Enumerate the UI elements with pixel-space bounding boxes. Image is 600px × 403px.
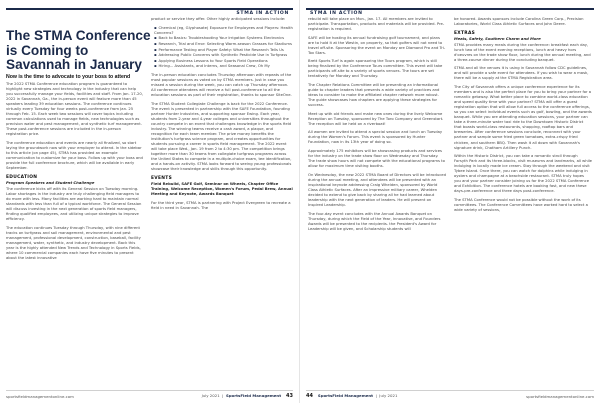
top-rule	[6, 8, 293, 10]
list-item: ▪ Performance Testing and Player Safety: What the Research Tells Us	[154, 48, 293, 53]
list-item: ▪ Back to Basics: Troubleshooting Your Irrigation Systems Electronics	[154, 36, 293, 41]
paragraph: The in-person education concludes Thursday afternoon with repeats of the most popular sessions as voted on by STMA members. Just in case you missed a session during the week, you can catch up Thursday afternoon. All conference attendees will receive a full post-conference to all the education sessions as part of their registration, thanks to sponsor SiteOne.	[151, 72, 292, 98]
column-1	[6, 82, 143, 265]
list-item: ▪ Hiring... Assistants, and Interns, and Seasonal Crew, Oh My	[154, 64, 293, 69]
paragraph: The education continues Tuesday through Thursday, with nine different tracks on turfgrass and soil management, environmental and pest management, professional development, construction, baseball, facility management, water, synthetic, and industry development. Back this year is the highly attended New Trends and Technology in Sports Fields, where 10 commercial companies each have five minutes to present about the latest innovative	[6, 225, 141, 260]
paragraph: Meet up with old friends and make new ones during the lively Welcome Reception on Tuesday, sponsored by The Toro Company and Greenstart. The reception will be held on a riverboat!	[308, 111, 444, 126]
paragraph: product or service they offer. Other highly anticipated sessions include:	[151, 17, 286, 21]
paragraph: SAFE will be hosting its annual fundraising golf tournament, and plans are to hold it at the Westin, on property, so that golfers will not need to travel off-site. Sponsoring the event on Monday are Diamond Pro and Tri-Tox Stars.	[308, 35, 446, 55]
top-rule	[306, 8, 594, 10]
paragraph: The City of Savannah offers a unique conference experience for its members and is also the perfect place for you to bring your partner for a romantic getaway. What better place to combine world-class education and speed quality time with your partner? STMA will offer a guest registration option that will allow full access to the conference offerings, so you can select individual events such as golf, bowling, and the awards banquet. While you are attending education sessions, your partner can take a three-minute water taxi ride to the Downtown Historic District that boasts world-class restaurants, shopping, rooftop bars and breweries. After conference sessions conclude, reconnect with your partner and sample some fried green tomatoes, extra-crispy fried chicken, and southern BBQ. Then wash it all down with Savannah's signature drink, Chatham Artillery Punch.	[454, 85, 592, 150]
paragraph: On Wednesday, the new 2022 STMA Board of Directors will be introduced during the annual meeting, and attendees will be presented with an inspirational keynote addressing Craig Whelden, sponsored by World Class Athletic Surfaces. After an impressive military career, Whelden decided to extend to give back by sharing all he had learned about leadership with the next generation of leaders. He will present on Inspired Leadership.	[308, 172, 446, 207]
column-3	[308, 17, 446, 235]
footer-publication: SportsField Management	[225, 393, 282, 398]
paragraph: The four-day event concludes with the Annual Awards Banquet on Thursday, during which the Field of the Year, Innovative, and Founders Awards will be presented to the recipients. the President's Award for Leadership will be given, and Scholarship students will	[308, 211, 441, 231]
paragraph: For the third year, STMA is partnering with Project Evergreen to recreate a field in need in Savannah. The	[151, 200, 291, 210]
paragraph: The STMA Student Collegiate Challenge is back for the 2022 Conference. The event is presented in partnership with the SAFE Foundation, founding partner Hunter Industries, and supporting sponsor Ewing. Each year, students from 2-year and 4-year colleges and universities throughout the country compete in an event that challenges knowledge in the sports field industry. The winning teams receive a cash award, a plaque, and recognition for each team member. The prize money benefits the institution's turfgrass science program, and creates opportunities for students pursuing a career in sports field management. The 2022 event will take place Wed., Jan. 19 from 2 to 4:30 pm. The competition brings together more than 30 teams from collegiate turfgrass programs across the United States to compete in a multiple-choice exam, tee identification, and a hands-on activity. STMA looks forward to seeing young professionals showcase their knowledge and skills through this opportunity.	[151, 101, 292, 172]
section-heading-events: EVENTS	[151, 175, 173, 181]
footer-date: July 2021	[201, 393, 220, 398]
section-heading-education: EDUCATION	[6, 174, 38, 180]
paragraph: be honored. Awards sponsors include Carolina Green Corp., Precision Laboratories, World Class Athletic Surfaces and John Deere.	[454, 17, 584, 27]
column-4	[454, 17, 592, 217]
subheading-extras: Meals, Safety, Southern Charm and More	[454, 36, 541, 41]
footer-date: July 2021	[379, 393, 398, 398]
article-subhead: Now is the time to advocate to your boss to attend	[6, 74, 131, 80]
page-number: 43	[286, 393, 293, 399]
session-list	[154, 26, 293, 70]
paragraph: The Chapter Relations Committee will be presenting an informational guide to chapter leaders that presents a wide variety of practices and ideas to consider to make the affiliated chapter network more robust. The guide showcases how chapters are applying these strategies for success.	[308, 83, 440, 108]
paragraph: The conference education and events are nearly all finalized, so start laying the groundwork now with your employer to attend. In the sidebar to this article (on page 45), STMA has provided an example communication to customize for your boss. Follow up with your boss and provide the full conference brochure, which will be available in early September.	[6, 141, 143, 171]
page-number: 44	[306, 393, 313, 399]
paragraph: The 2022 STMA Conference education program is guaranteed to highlight new strategies and technology in the industry that can help you successfully manage your fields, facilities and staff. From Jan. 17-20, 2022 in Savannah, Ga., the in-person event will feature more than 45 speakers leading 39 education sessions. The conference continues virtually every Tuesday for four weeks post-conference from Jan. 25 through Feb. 15. Each week two sessions will cover topics including common calculations used to manage fields, new technologies such as precision water and pest management, and synthetic turf management. These post-conference sessions are included in the in-person registration price.	[6, 82, 143, 137]
right-page	[300, 0, 600, 403]
page-footer: sportsfieldmanagementonline.com July 2021 | SportsField Management 43	[6, 390, 293, 399]
list-item: ▪ Addressing Public Concerns with Synthetic Pesticide Use in Turfgrass	[154, 53, 293, 58]
section-tag: STMA IN ACTION	[310, 11, 363, 16]
events-list: Field Rebuild, SAFE Golf, Seminar on Wheels, Chapter Office Training, Welcome Reception, Women's Forum, Pedal Brew, Annual Meeting and Keynote, Awards Banquet	[151, 181, 293, 197]
section-tag: STMA IN ACTION	[236, 11, 289, 16]
list-item: ▪ Chemical (eg, Glyphosate) Exposure for Employees and Players: Health Concerns?	[154, 26, 293, 36]
footer-url[interactable]: sportsfieldmanagementonline.com	[6, 393, 74, 399]
list-item: ▪ Applying Business Lessons to Your Sports Field Operations	[154, 59, 293, 64]
section-heading-extras: EXTRAS	[454, 30, 476, 36]
subheading-program: Program Speakers and Student Challenge	[6, 180, 95, 185]
paragraph: Brett Sports Turf is again sponsoring the Tours program, which is still being finalized by the Conference Tours committee. This event will take participants off-site to a variety of sports venues. The tours are set tentatively for Monday and Thursday.	[308, 59, 443, 79]
paragraph: All women are invited to attend a special session and lunch on Tuesday during the Women's Forum. This event is sponsored by Hunter Foundation, now in its 13th year of doing so.	[308, 130, 443, 145]
page-footer: 44 SportsField Management | July 2021 sportsfieldmanagementonline.com	[306, 390, 594, 399]
list-item: ▪ Research, Trial and Error: Selecting Warm-season Grasses for Stadiums	[154, 42, 293, 47]
paragraph: The STMA Conference would not be possible without the work of its committees. The Conference Committees have worked hard to select a wide variety of sessions,	[454, 198, 588, 213]
footer-publication: SportsField Management	[317, 393, 374, 398]
paragraph: STMA provides many meals during the conference: breakfast each day, lunch two of the event evening receptions, lunch and heavy hors d'oeuvres on the trade show floor, lunch during the annual meeting, and a three-course dinner during the concluding banquet.	[454, 42, 591, 62]
article-headline: The STMA Conference is Coming to Savannah in January	[6, 28, 151, 73]
paragraph: rebuild will take place on Mon., Jan. 17. All members are invited to participate. Transportation, products and materials will be provided. Pre-registration is required.	[308, 17, 445, 32]
footer-url[interactable]: sportsfieldmanagementonline.com	[526, 393, 594, 399]
paragraph: STMA and all the venues it is using in Savannah follow CDC guidelines, and will provide a safe event for attendees. If you wish to wear a mask, there will be a supply at the STMA Registration area.	[454, 66, 589, 81]
column-2	[151, 17, 293, 214]
paragraph: Approximately 175 exhibitors will be showcasing products and services for the industry on the trade show floor on Wednesday and Thursday. The trade show hours will not compete with the educational programs to allow for maximum time visiting booths.	[308, 149, 445, 169]
paragraph: The conference kicks off with its General Session on Tuesday morning. Labor shortages in the industry are truly challenging field managers to do more with less. Many facilities are working hard to maintain normal standards with less than full of a typical workforce. The General Session will discuss investing in the next generation of sports field managers, finding qualified employees, and utilizing unique strategies to improve efficiency.	[6, 186, 142, 222]
paragraph: Within the Historic District, you can take a romantic stroll through Forsyth Park and its three-blocks, visit museums and landmarks, all while indulging in locally made ice cream. Stay through the weekend and visit Tybee Island. Once there, you can watch for dolphins while indulging in oysters and champagne at a beachside restaurant. STMA truly hopes you and your partner consider joining us for the 2022 STMA Conference and Exhibition. The conference hotels are booking fast, and new these days-pre-conference and three days post-conference.	[454, 154, 592, 194]
